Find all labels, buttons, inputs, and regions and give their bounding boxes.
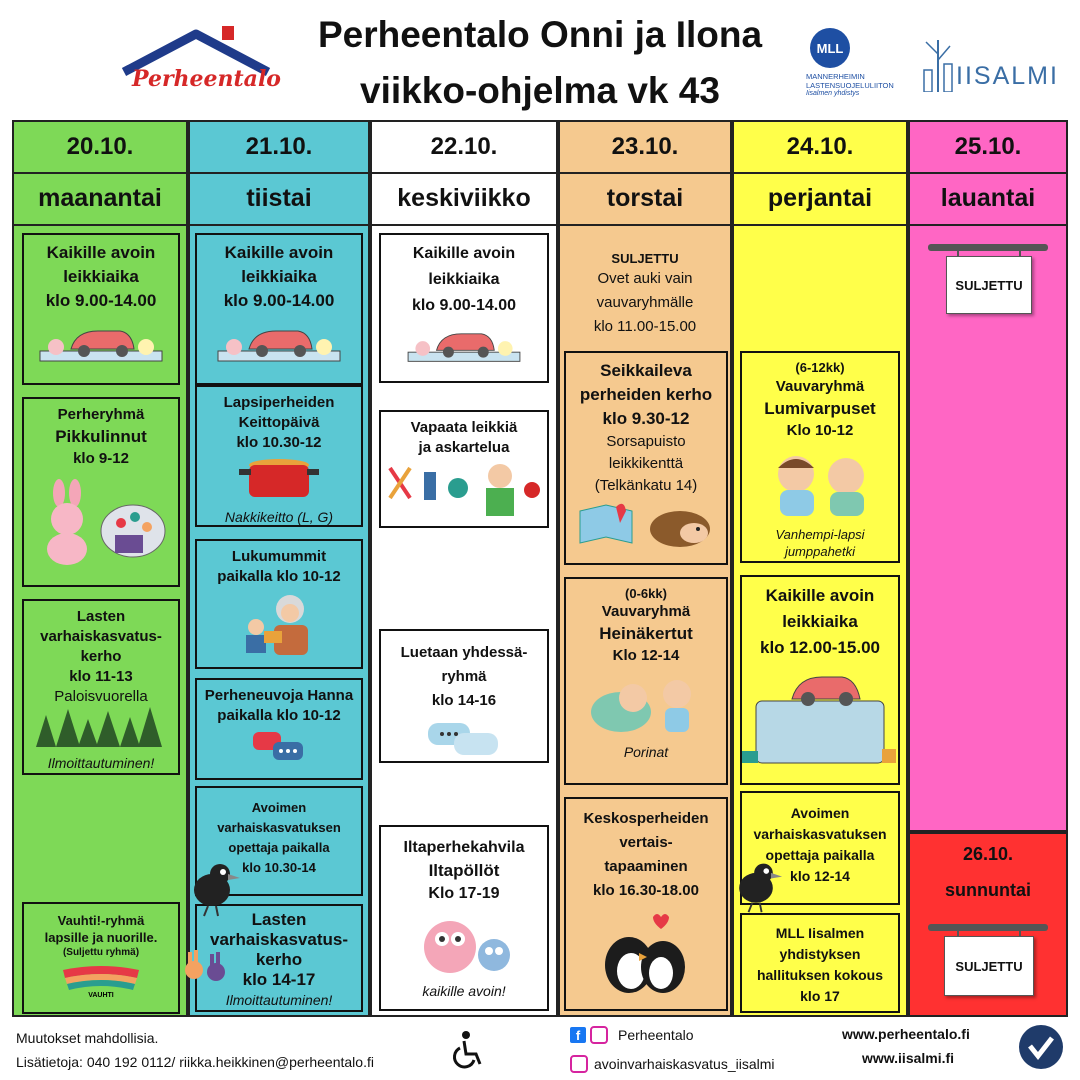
link-perheentalo[interactable]: www.perheentalo.fi bbox=[842, 1026, 970, 1042]
notice-thu-closed: SULJETTU Ovet auki vain vauvaryhmälle klo 11.00-15.00 bbox=[593, 251, 697, 335]
day-saturday: lauantai bbox=[910, 172, 1066, 226]
column-monday bbox=[12, 120, 188, 1017]
date-saturday: 25.10. bbox=[910, 122, 1066, 174]
date-tuesday: 21.10. bbox=[190, 122, 368, 174]
page-title: Perheentalo Onni ja Ilona bbox=[317, 14, 763, 55]
date-monday: 20.10. bbox=[14, 122, 186, 174]
event-thu-preemie-families: Keskosperheiden vertais- tapaaminen klo 16.30-18.00 bbox=[564, 797, 728, 1011]
sign-sunday-closed: SULJETTU bbox=[944, 936, 1034, 996]
owls-icon bbox=[404, 911, 524, 975]
column-wednesday bbox=[370, 120, 558, 1017]
event-fri-board-meeting: MLL Iisalmen yhdistyksen hallituksen kokous klo 17 bbox=[740, 913, 900, 1013]
toy-car-icon bbox=[399, 321, 529, 365]
date-sunday: 26.10. bbox=[962, 844, 1014, 864]
babies-icon bbox=[581, 672, 711, 736]
tree-city-icon bbox=[920, 34, 956, 92]
map-hedgehog-icon bbox=[576, 499, 716, 549]
vauhti-logo-text: VAUHTI bbox=[88, 992, 114, 998]
event-tue-teacher: Avoimen varhaiskasvatuksen opettaja paikalla klo 10.30-14 bbox=[195, 786, 363, 896]
day-tuesday: tiistai bbox=[190, 172, 368, 226]
day-wednesday: keskiviikko bbox=[372, 172, 556, 226]
vauhti-logo-icon bbox=[61, 964, 141, 998]
link-iisalmi[interactable]: www.iisalmi.fi bbox=[862, 1050, 955, 1066]
instagram-icon bbox=[590, 1026, 608, 1044]
footer-changes: Muutokset mahdollisia. bbox=[16, 1030, 159, 1046]
date-friday: 24.10. bbox=[734, 122, 906, 174]
event-tue-family-counselor: Perheneuvoja Hanna paikalla klo 10-12 bbox=[195, 678, 363, 780]
event-mon-vauhti: Vauhti!-ryhmä lapsille ja nuorille. (Suljettu ryhmä) VAUHTI bbox=[22, 902, 180, 1014]
event-wed-playtime: Kaikille avoin leikkiaika klo 9.00-14.00 bbox=[379, 233, 549, 383]
toy-box-icon bbox=[742, 665, 898, 775]
mll-line3: Iisalmen yhdistys bbox=[806, 90, 860, 97]
event-wed-free-play: Vapaata leikkiä ja askartelua bbox=[379, 410, 549, 528]
event-fri-teacher: Avoimen varhaiskasvatuksen opettaja paikalla klo 12-14 bbox=[740, 791, 900, 905]
toy-car-icon bbox=[214, 317, 344, 365]
crawling-babies-icon bbox=[760, 450, 880, 520]
sign-saturday-closed: SULJETTU bbox=[946, 256, 1032, 314]
iisalmi-text: IISALMI bbox=[956, 62, 1059, 90]
date-wednesday: 22.10. bbox=[372, 122, 556, 174]
crow-icon bbox=[728, 858, 784, 914]
event-thu-adventure-club: Seikkaileva perheiden kerho klo 9.30-12 Sorsapuisto leikkikenttä (Telkänkatu 14) bbox=[564, 351, 728, 565]
event-tue-playtime: Kaikille avoin leikkiaika klo 9.00-14.00 bbox=[195, 233, 363, 385]
facebook-icon: f bbox=[570, 1027, 586, 1043]
date-thursday: 23.10. bbox=[560, 122, 730, 174]
event-mon-family-group: Perheryhmä Pikkulinnut klo 9-12 bbox=[22, 397, 180, 587]
column-thursday bbox=[558, 120, 732, 1017]
event-tue-reading-grannies: Lukumummit paikalla klo 10-12 bbox=[195, 539, 363, 669]
mll-logo bbox=[806, 28, 902, 98]
event-thu-baby-group: (0-6kk) Vauvaryhmä Heinäkertut Klo 12-14 Porinat bbox=[564, 577, 728, 785]
day-thursday: torstai bbox=[560, 172, 730, 226]
soup-pot-icon bbox=[239, 455, 319, 501]
event-fri-playtime: Kaikille avoin leikkiaika klo 12.00-15.00 bbox=[740, 575, 900, 785]
event-wed-reading-group: Luetaan yhdessä- ryhmä klo 14-16 bbox=[379, 629, 549, 763]
footer-contact: Lisätietoja: 040 192 0112/ riikka.heikkinen@perheentalo.fi bbox=[16, 1054, 374, 1070]
crafts-kid-icon bbox=[384, 458, 544, 518]
logo-text: Perheentalo bbox=[132, 66, 281, 92]
instagram-icon bbox=[570, 1055, 588, 1073]
day-friday: perjantai bbox=[734, 172, 906, 226]
event-tue-kids-club: Lasten varhaiskasvatus- kerho klo 14-17 Ilmoittautuminen! bbox=[195, 904, 363, 1012]
forest-icon bbox=[26, 707, 176, 747]
bunny-paint-icon bbox=[31, 479, 171, 569]
page-subtitle: viikko-ohjelma vk 43 bbox=[360, 70, 720, 111]
mll-circle: MLL bbox=[810, 28, 850, 68]
event-mon-kids-club: Lasten varhaiskasvatus- kerho klo 11-13 Paloisvuorella Ilmoittautuminen! bbox=[22, 599, 180, 775]
event-fri-baby-group: (6-12kk) Vauvaryhmä Lumivarpuset Klo 10-12 Vanhempi-lapsi jumppahetki bbox=[740, 351, 900, 563]
mll-line2: LASTENSUOJELULIITON bbox=[806, 81, 894, 90]
chat-bubbles-icon bbox=[251, 730, 307, 764]
penguins-heart-icon bbox=[591, 911, 701, 995]
social-handle-perheentalo: Perheentalo bbox=[618, 1027, 694, 1043]
day-monday: maanantai bbox=[14, 172, 186, 226]
day-sunday: sunnuntai bbox=[945, 880, 1031, 900]
iisalmi-logo bbox=[920, 34, 1060, 94]
hand-prints-icon bbox=[180, 948, 230, 988]
column-sunday bbox=[908, 832, 1068, 1017]
grandma-reading-icon bbox=[234, 591, 324, 661]
speech-bubbles-icon bbox=[424, 719, 504, 759]
mll-line1: MANNERHEIMIN bbox=[806, 72, 865, 81]
badge-logo-icon bbox=[1018, 1024, 1064, 1070]
column-saturday bbox=[908, 120, 1068, 832]
event-tue-soup-day: Lapsiperheiden Keittopäivä klo 10.30-12 Nakkikeitto (L, G) bbox=[195, 385, 363, 527]
event-mon-playtime: Kaikille avoin leikkiaika klo 9.00-14.00 bbox=[22, 233, 180, 385]
wheelchair-icon bbox=[448, 1030, 484, 1070]
event-wed-evening-cafe: Iltaperhekahvila Iltapöllöt Klo 17-19 kaikille avoin! bbox=[379, 825, 549, 1011]
social-facebook-instagram[interactable] bbox=[570, 1026, 694, 1044]
crow-icon bbox=[182, 858, 242, 918]
social-instagram[interactable] bbox=[570, 1055, 775, 1073]
toy-car-icon bbox=[36, 317, 166, 365]
social-handle-avoin: avoinvarhaiskasvatus_iisalmi bbox=[594, 1056, 775, 1072]
